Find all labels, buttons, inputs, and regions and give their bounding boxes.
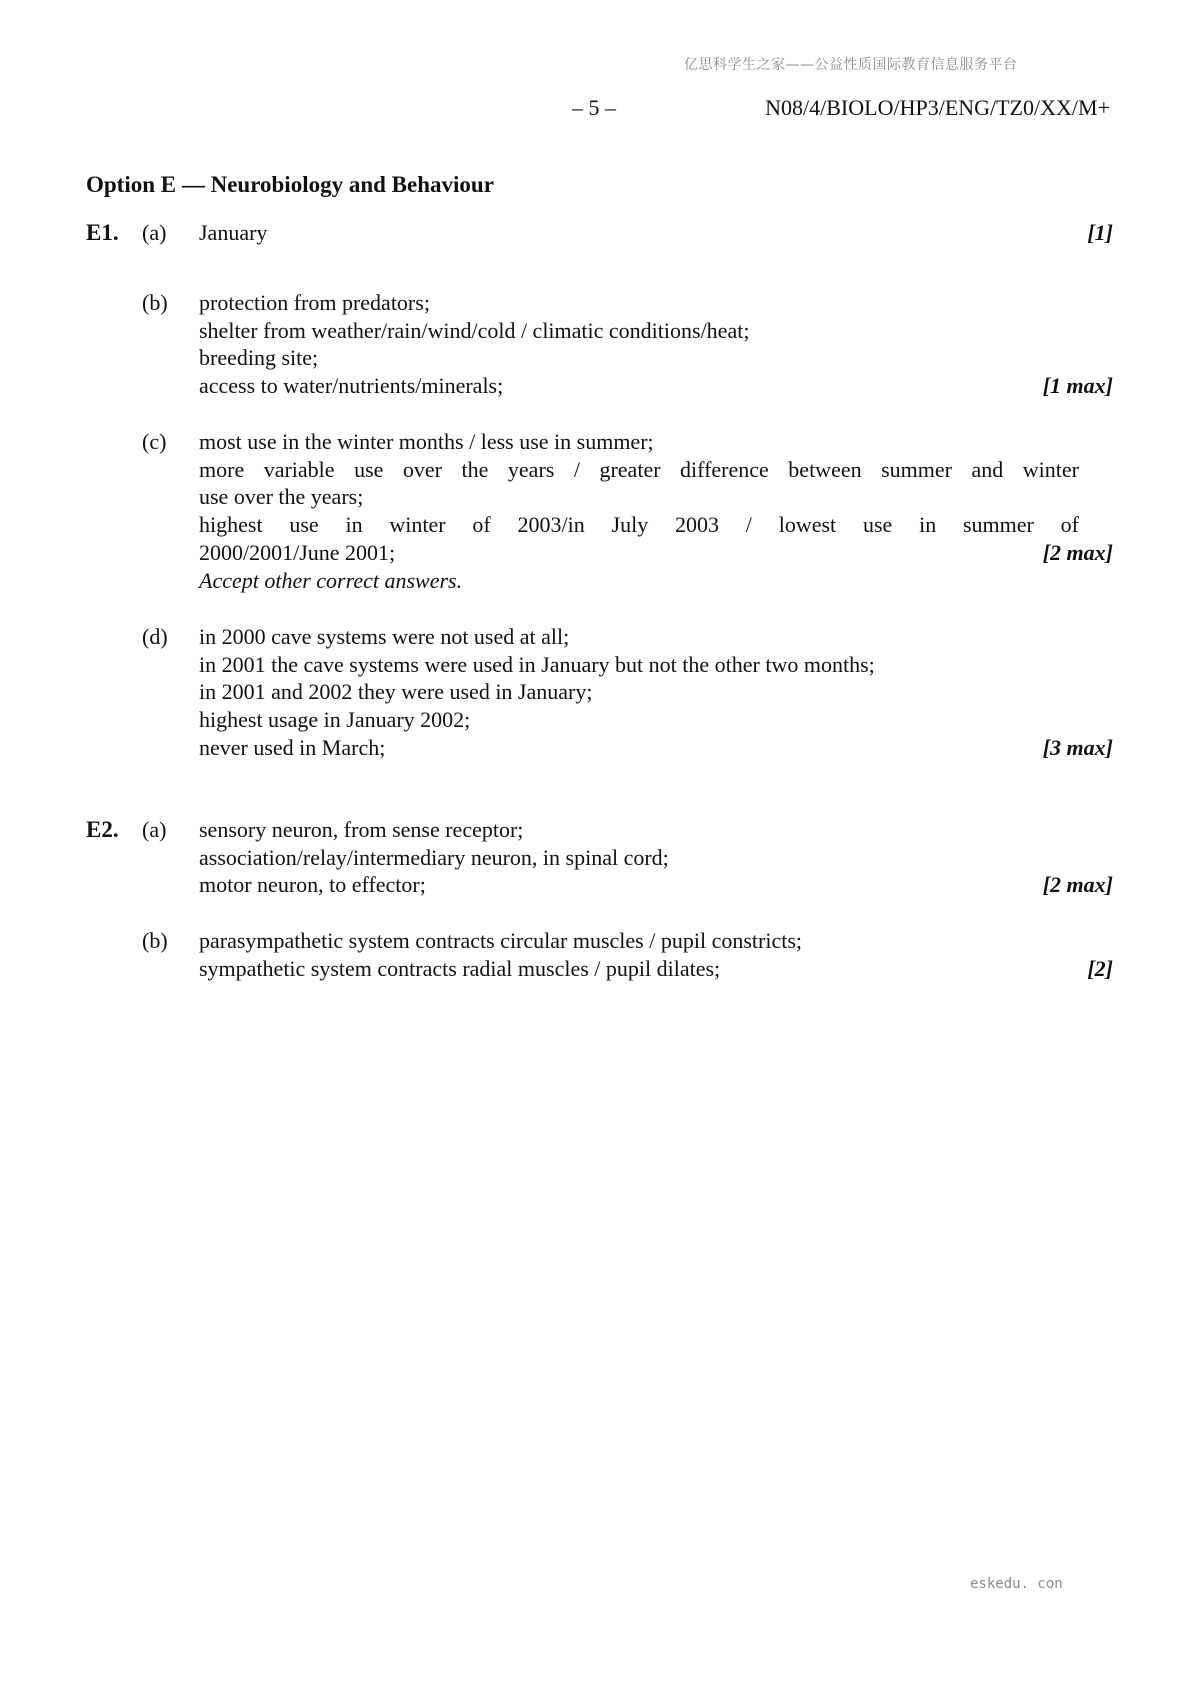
marks-label: [2] bbox=[1087, 956, 1113, 981]
page-number: – 5 – bbox=[572, 95, 616, 120]
answer-line: never used in March; bbox=[199, 734, 386, 760]
marks-label: [1 max] bbox=[1042, 373, 1113, 398]
marks-label: [1] bbox=[1087, 220, 1113, 245]
answer-line: most use in the winter months / less use in summer; bbox=[199, 429, 654, 454]
option-title: Option E — Neurobiology and Behaviour bbox=[86, 172, 494, 197]
answer-lines bbox=[199, 428, 1079, 594]
part-label: (b) bbox=[142, 928, 168, 953]
answer-line: in 2001 the cave systems were used in January but not the other two months; bbox=[199, 651, 875, 677]
marks-label: [2 max] bbox=[1042, 540, 1113, 565]
answer-line: highest usage in January 2002; bbox=[199, 707, 471, 733]
answer-line: shelter from weather/rain/wind/cold / climatic conditions/heat; bbox=[199, 317, 750, 343]
question-number-e1: E1. bbox=[86, 220, 119, 245]
answer-line: sympathetic system contracts radial muscles / pupil dilates; bbox=[199, 955, 721, 981]
answer-line: sensory neuron, from sense receptor; bbox=[199, 817, 524, 842]
answer-lines bbox=[199, 623, 1079, 762]
part-label: (d) bbox=[142, 624, 168, 649]
answer-line: motor neuron, to effector; bbox=[199, 872, 426, 898]
answer-line: use over the years; bbox=[199, 484, 364, 510]
answer-lines bbox=[199, 219, 999, 247]
question-number-e2: E2. bbox=[86, 817, 119, 842]
part-label: (b) bbox=[142, 290, 168, 315]
answer-line: in 2000 cave systems were not used at all; bbox=[199, 624, 570, 649]
answer-lines bbox=[199, 816, 999, 899]
answer-line: highest use in winter of 2003/in July 2003 / lowest use in summer of bbox=[199, 512, 1079, 538]
marks-label: [3 max] bbox=[1042, 735, 1113, 760]
answer-line: breeding site; bbox=[199, 345, 319, 371]
paper-code: N08/4/BIOLO/HP3/ENG/TZ0/XX/M+ bbox=[765, 95, 1110, 120]
part-label: (a) bbox=[142, 817, 167, 842]
answer-line: in 2001 and 2002 they were used in January; bbox=[199, 679, 593, 705]
answer-line: association/relay/intermediary neuron, in spinal cord; bbox=[199, 844, 669, 870]
answer-line: access to water/nutrients/minerals; bbox=[199, 373, 504, 399]
answer-lines bbox=[199, 289, 999, 400]
header-watermark: 亿思科学生之家——公益性质国际教育信息服务平台 bbox=[684, 57, 1018, 73]
answer-note: Accept other correct answers. bbox=[199, 567, 463, 593]
answer-line: more variable use over the years / greater difference between summer and winter bbox=[199, 456, 1079, 482]
answer-line: protection from predators; bbox=[199, 290, 430, 315]
part-label: (a) bbox=[142, 220, 167, 245]
answer-line: January bbox=[199, 220, 268, 245]
answer-line: 2000/2001/June 2001; bbox=[199, 539, 396, 565]
marks-label: [2 max] bbox=[1042, 872, 1113, 897]
answer-lines bbox=[199, 927, 999, 982]
part-label: (c) bbox=[142, 429, 167, 454]
answer-line: parasympathetic system contracts circular muscles / pupil constricts; bbox=[199, 928, 802, 953]
footer-watermark: eskedu. con bbox=[970, 1576, 1063, 1592]
